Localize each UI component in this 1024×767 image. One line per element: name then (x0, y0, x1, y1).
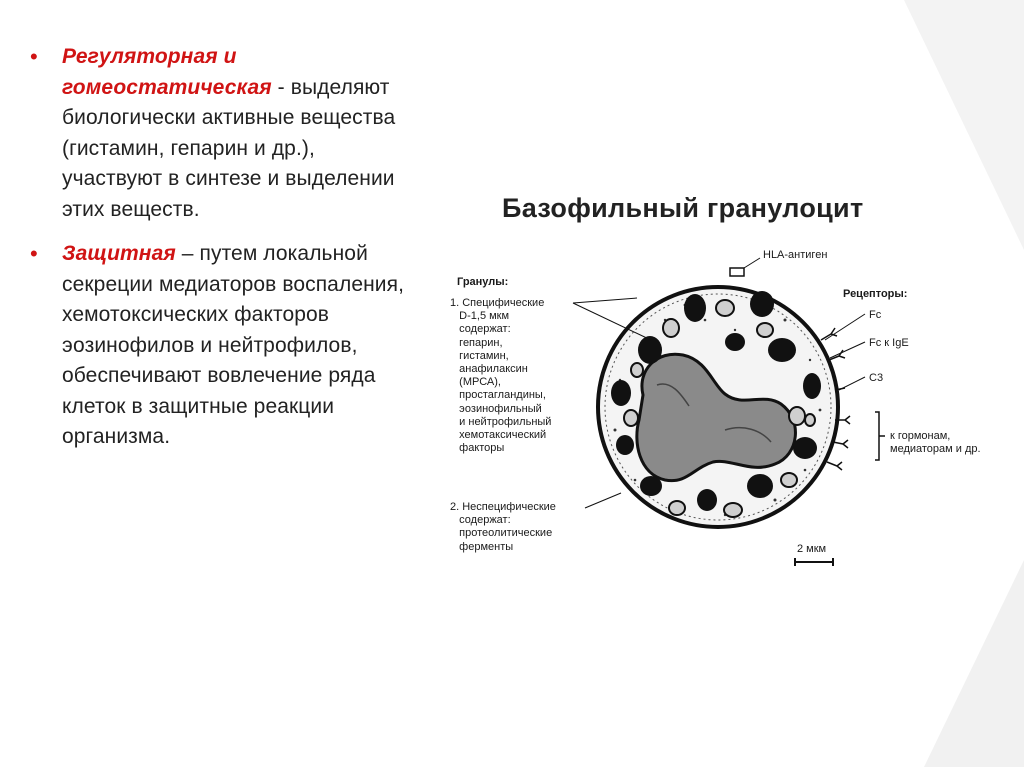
bullet-list (30, 42, 420, 467)
label-receptor-hormones: к гормонам, медиаторам и др. (890, 430, 981, 456)
bullet-text: – путем локальной секреции медиаторов воспаления, хемотоксических факторов эозинофилов и нейтрофилов, обеспечивают вовлечение ряда клеток в защитные реакции организма. (62, 242, 405, 448)
label-scale: 2 мкм (797, 543, 827, 555)
label-receptor-fc: Fc (869, 309, 882, 321)
label-receptor-fc-ige: Fc к IgE (869, 337, 909, 349)
bullet-protective (30, 239, 420, 453)
diagram-title: Базофильный гранулоцит (502, 193, 864, 223)
label-receptor-c3: C3 (869, 372, 884, 384)
bullet-highlight: Регуляторная и гомеостатическая (62, 45, 272, 99)
label-specific-granules: 1. Специфические D-1,5 мкм содержат: гепарин, гистамин, анафилаксин (МРСА), простагландины, эозинофильный и нейтрофильный хемотаксический факторы (450, 297, 552, 455)
bullet-text: - выделяют биологически активные вещества (гистамин, гепарин и др.), участвуют в синтезе и выделении этих веществ. (62, 75, 396, 221)
label-granules-heading: Гранулы: (457, 276, 509, 288)
bullet-marker: • (30, 241, 38, 266)
label-nonspecific-granules: 2. Неспецифические содержат: протеолитические ферменты (450, 501, 556, 553)
bullet-regulatory (30, 42, 420, 225)
label-receptors-heading: Рецепторы: (843, 288, 908, 300)
bullet-marker: • (30, 44, 38, 69)
label-hla-antigen: HLA-антиген (763, 249, 828, 261)
bullet-highlight: Защитная (62, 242, 176, 265)
hormone-receptor-bracket (875, 412, 885, 460)
hla-antigen-marker (730, 268, 744, 276)
scale-bar (795, 558, 833, 566)
